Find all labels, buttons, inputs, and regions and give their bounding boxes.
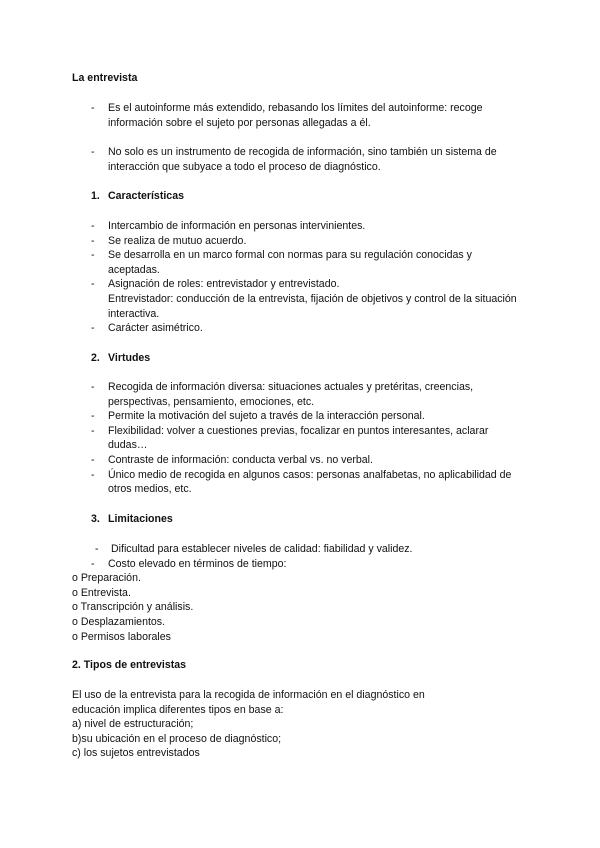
list-item: - Contraste de información: conducta verbal vs. no verbal. [91,453,373,466]
sub-item: o Entrevista. [72,586,131,599]
list-item: - Asignación de roles: entrevistador y entrevistado. [91,278,340,291]
tipos-line: b)su ubicación en el proceso de diagnóstico; [72,732,282,745]
list-item: - Dificultad para establecer niveles de calidad: fiabilidad y validez. [95,543,413,555]
section-heading-virtudes: 2. Virtudes [91,352,151,364]
section-heading-caracteristicas: 1. Características [91,190,184,202]
caracteristicas-list [0,219,600,336]
list-item: - Permite la motivación del sujeto a través de la interacción personal. [91,410,425,423]
list-item: - Único medio de recogida en algunos casos: personas analfabetas, no aplicabilidad de otros medios, etc. [91,468,512,496]
limitaciones-list [0,542,600,644]
section-heading-limitaciones: 3. Limitaciones [91,513,173,525]
list-item: - Se desarrolla en un marco formal con normas para su regulación conocidas y aceptadas. [91,249,472,276]
tipos-body [0,688,600,761]
intro-item: - Es el autoinforme más extendido, rebasando los límites del autoinforme: recoge información sobre el sujeto por personas allegadas a él. [91,102,483,129]
sub-item: o Transcripción y análisis. [72,601,194,614]
list-item: - Se realiza de mutuo acuerdo. [91,234,247,247]
tipos-line: c) los sujetos entrevistados [72,747,200,760]
list-item: - Carácter asimétrico. [91,322,203,335]
sub-item: o Desplazamientos. [72,615,166,628]
intro-item: - No solo es un instrumento de recogida de información, sino también un sistema de interacción que subyace a todo el proceso de diagnóstico. [91,146,497,173]
list-item: - Recogida de información diversa: situaciones actuales y pretéritas, creencias, perspectivas, pensamiento, emociones, etc. [91,381,474,408]
sub-item: o Permisos laborales [72,630,171,643]
list-item: - Costo elevado en términos de tiempo: [91,557,287,570]
list-item: - Flexibilidad: volver a cuestiones previas, focalizar en puntos interesantes, aclarar dudas… [91,424,489,452]
sub-item: o Preparación. [72,572,141,585]
list-item: - Intercambio de información en personas intervinientes. [91,220,366,232]
doc-title: La entrevista [72,72,138,84]
tipos-heading: 2. Tipos de entrevistas [72,659,187,671]
tipos-line: a) nivel de estructuración; [72,718,194,731]
tipos-paragraph: El uso de la entrevista para la recogida de información en el diagnóstico en educación implica diferentes tipos en base a: [72,689,425,716]
roles-detail: Entrevistador: conducción de la entrevista, fijación de objetivos y control de la situación interactiva. [108,292,517,320]
virtudes-list [0,380,600,497]
